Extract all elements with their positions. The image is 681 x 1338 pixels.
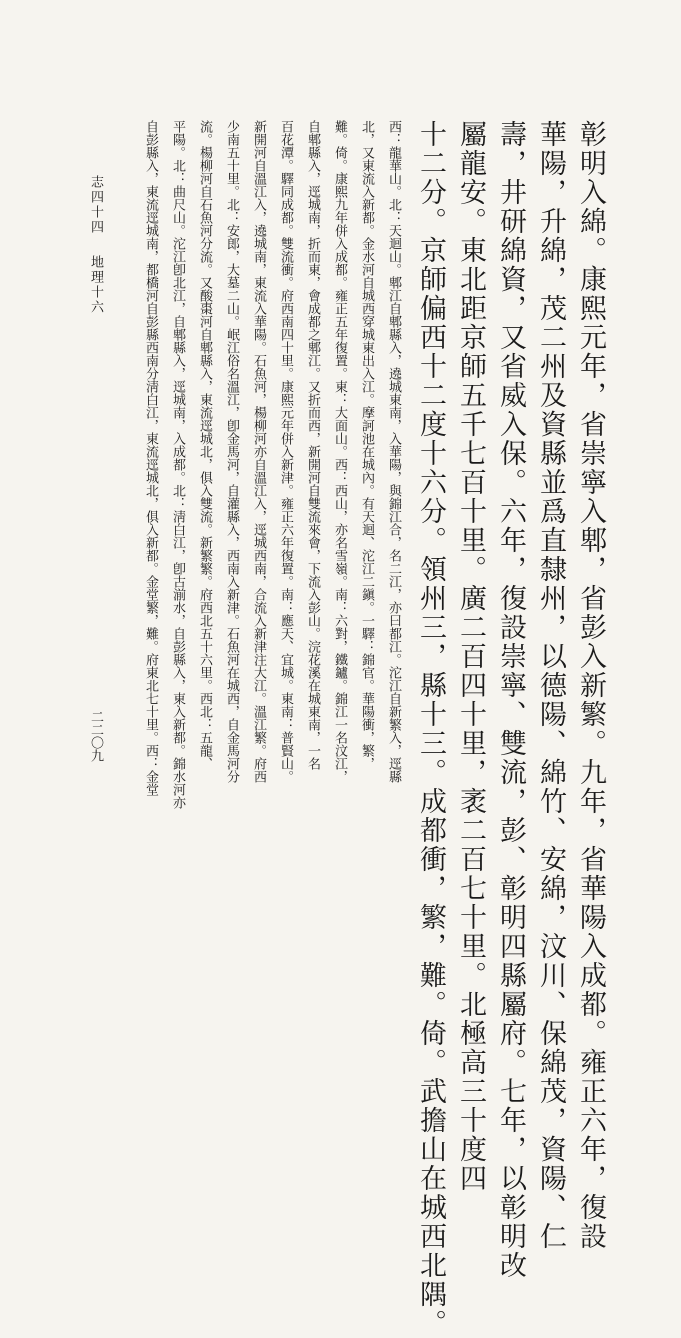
page-number: 二二〇九 bbox=[88, 710, 103, 762]
text-column-3: 壽，井研綿資，又省威入保。六年，復設崇寧、雙流，彭、彰明四縣屬府。七年，以彰明改 bbox=[495, 120, 526, 1280]
text-column-14: 平陽。北：曲尺山。沱江卽北江，自郫縣入，逕城南，入成都。北：淸白江，卽古湔水，自彭縣入，東入新都。錦水河亦 bbox=[170, 120, 185, 809]
text-column-12: 少南五十里。北：安郎，大墓二山。岷江俗名溫江，卽金馬河，自灌縣入，西南入新津。石魚河在城西，自金馬河分 bbox=[224, 120, 239, 783]
text-column-7: 北，又東流入新都。金水河自城西穿城東出入江。摩訶池在城內。有天迴、沱江二鎭。一驛：錦官。華陽衝，繁， bbox=[359, 120, 374, 770]
text-column-15: 自彭縣入，東流逕城南，都橋河自彭縣西南分淸白江，東流逕城北，俱入新都。金堂繁，難。府東北七十里。西：金堂 bbox=[143, 120, 158, 796]
text-column-11: 新開河自溫江入，遶城南，東流入華陽。石魚河，楊柳河亦自溫江入，逕城西南，合流入新津注大江。溫江繁。府西 bbox=[251, 120, 266, 783]
text-column-1: 彰明入綿。康熙元年，省崇寧入郫，省彭入新繁。九年，省華陽入成都。雍正六年，復設 bbox=[575, 120, 606, 1251]
header-section: 地理十六 bbox=[88, 255, 103, 315]
text-column-6: 西：龍華山。北：天迴山。郫江自郫縣入，遶城東南，入華陽，與錦江合，名二江，亦曰都江。沱江自新繁入，逕縣 bbox=[386, 120, 401, 783]
text-column-4: 屬龍安。東北距京師五千七百十里。廣二百四十里，袤二百七十里。北極高三十度四 bbox=[455, 120, 486, 1193]
text-column-2: 華陽，升綿，茂二州及資縣並爲直隸州，以德陽、綿竹、安綿，汶川、保綿茂，資陽、仁 bbox=[535, 120, 566, 1251]
text-column-13: 流。楊柳河自石魚河分流。又酸棗河自郫縣入，東流逕城北，俱入雙流。新繁繁。府西北五十六里。西北：五龍、 bbox=[197, 120, 212, 770]
text-column-9: 自郫縣入，逕城南，折而東，會成都之郫江。又折而西，新開河自雙流來會，下流入彭山。浣花溪在城東南，一名 bbox=[305, 120, 320, 770]
text-column-10: 百花潭。驛同成都。雙流衝。府西南四十里。康熙元年併入新津。雍正六年復置。南：應天、宜城。東南：普賢山。 bbox=[278, 120, 293, 783]
header-chapter: 志四十四 bbox=[88, 175, 103, 235]
text-column-5: 十二分。京師偏西十二度十六分。領州三，縣十三。成都衝，繁，難。倚。武擔山在城西北隅。 bbox=[415, 120, 446, 1338]
text-column-8: 難。倚。康熙九年併入成都。雍正五年復置。東：大面山。西：西山，亦名雪嶺。南：六對，鐵鑪。錦江一名汶江， bbox=[332, 120, 347, 783]
